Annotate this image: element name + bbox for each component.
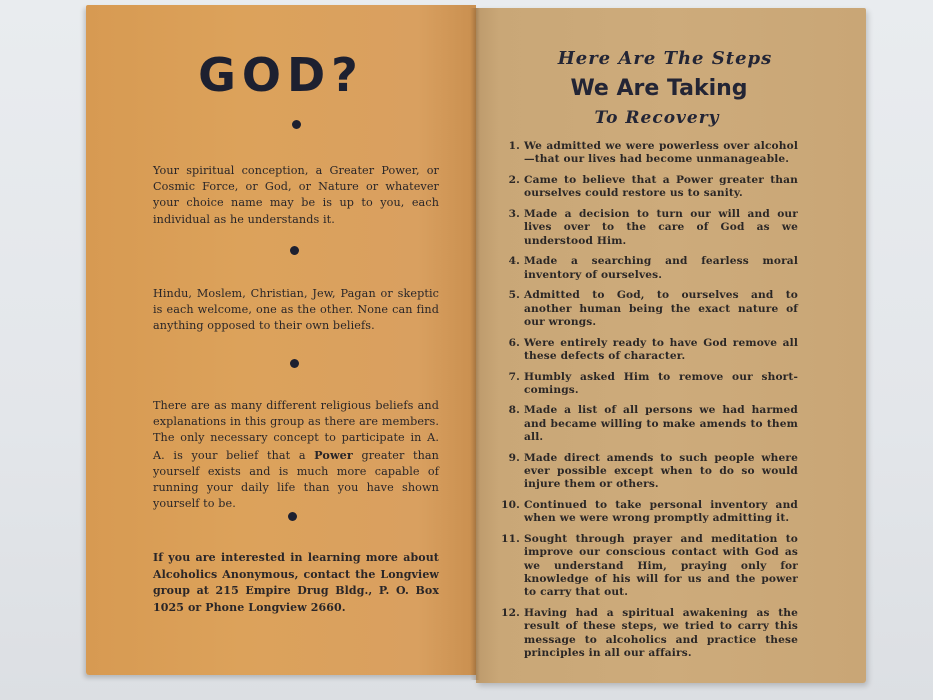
step-number: 1. <box>508 140 520 152</box>
step-number: 8. <box>508 404 520 417</box>
step-number: 7. <box>508 370 520 383</box>
step-item <box>500 174 798 201</box>
step-item <box>500 404 798 444</box>
step-number: 3. <box>508 207 520 220</box>
step-number: 6. <box>508 336 520 349</box>
step-text: We admitted we were powerless over alcohol —that our lives had become unmanageable. <box>524 140 798 166</box>
step-item <box>500 337 798 364</box>
step-number: 2. <box>508 173 520 186</box>
step-item <box>500 371 798 398</box>
step-text: Having had a spiritual awakening as the result of these steps, we tried to carry this message to alcoholics and practice these principles in all our affairs. <box>524 606 798 659</box>
step-number: 4. <box>508 255 520 268</box>
step-number: 5. <box>508 289 520 302</box>
step-text: Sought through prayer and meditation to improve our conscious contact with God as we understand Him, praying only for knowledge of his will for us and the power to carry that out. <box>524 533 798 599</box>
twelve-steps-list <box>500 140 798 667</box>
step-item <box>500 255 798 282</box>
step-item <box>500 208 798 248</box>
step-text: Came to believe that a Power greater than ourselves could restore us to sanity. <box>524 173 798 200</box>
step-number: 11. <box>501 533 520 546</box>
step-text: Continued to take personal inventory and when we were wrong promptly admitting it. <box>524 499 798 525</box>
step-item <box>500 140 798 167</box>
page-title-god: GOD? <box>198 48 364 102</box>
emphasis-power: Power <box>314 447 353 462</box>
step-text: Made a list of all persons we had harmed and became willing to make amends to them all. <box>524 404 798 444</box>
paragraph-text: greater than yourself exists and is much more capable of running your daily life than you have shown yourself to be. <box>153 448 439 511</box>
paragraph-all-welcome: Hindu, Moslem, Christian, Jew, Pagan or skeptic is each welcome, one as the other. None can find anything opposed to their own beliefs. <box>153 287 439 333</box>
step-item <box>500 607 798 660</box>
step-text: Humbly asked Him to remove our short-comings. <box>524 370 798 396</box>
paragraph-spiritual-conception: Your spiritual conception, a Greater Power, or Cosmic Force, or God, or Nature or whatever your choice name may be is up to you, each individual as he understands it. <box>153 164 439 226</box>
heading-here-are-the-steps: Here Are The Steps <box>557 48 773 69</box>
bullet-dot-icon <box>292 120 301 129</box>
step-text: Made a decision to turn our will and our lives over to the care of God as we understood Him. <box>524 207 798 247</box>
contact-info: If you are interested in learning more about Alcoholics Anonymous, contact the Longview group at 215 Empire Drug Bldg., P. O. Box 1025 or Phone Longview 2660. <box>153 551 439 614</box>
bullet-dot-icon <box>290 246 299 255</box>
paragraph-religious-beliefs <box>153 398 439 512</box>
step-text: Made direct amends to such people where ever possible except when to do so would injure them or others. <box>524 451 798 491</box>
step-number: 9. <box>508 451 520 464</box>
step-text: Were entirely ready to have God remove all these defects of character. <box>524 336 798 362</box>
step-number: 12. <box>501 606 520 619</box>
step-text: Admitted to God, to ourselves and to another human being the exact nature of our wrongs. <box>524 289 798 328</box>
step-text: Made a searching and fearless moral inventory of ourselves. <box>524 255 798 281</box>
step-item <box>500 499 798 526</box>
step-item <box>500 533 798 599</box>
step-number: 10. <box>501 499 520 512</box>
bullet-dot-icon <box>288 512 297 521</box>
paragraph-text: There are as many different religious beliefs and explanations in this group as there are members. The only necessary concept to participate in A. A. is your belief that a <box>153 399 439 462</box>
heading-we-are-taking: We Are Taking <box>570 76 748 101</box>
step-item <box>500 452 798 492</box>
step-item <box>500 289 798 329</box>
heading-to-recovery: To Recovery <box>594 108 720 128</box>
bullet-dot-icon <box>290 359 299 368</box>
